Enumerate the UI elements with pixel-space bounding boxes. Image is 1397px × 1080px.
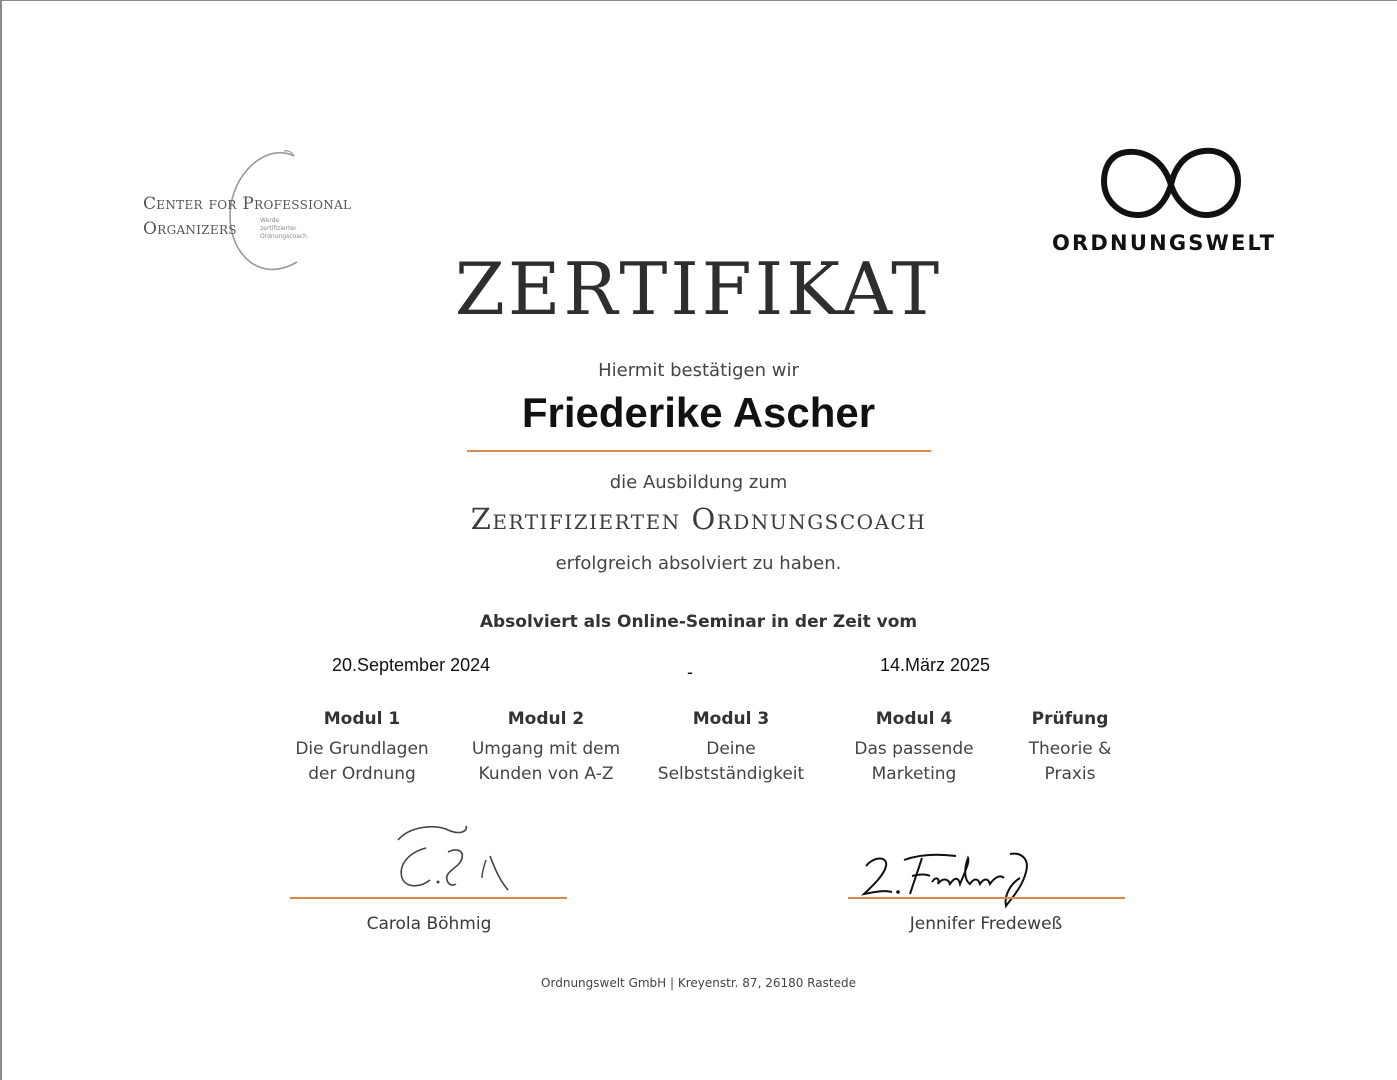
course-name: Zertifizierten Ordnungscoach xyxy=(470,502,927,536)
module-desc-line: Das passende xyxy=(854,739,974,759)
exam-module xyxy=(975,707,1165,787)
intro-text: Hiermit bestätigen wir xyxy=(598,360,799,381)
cpo-tagline-2: zertifizierter xyxy=(260,225,297,232)
module-title: Modul 1 xyxy=(323,709,401,729)
end-date: 14.März 2025 xyxy=(880,655,991,675)
ordnungswelt-wordmark: ORDNUNGSWELT xyxy=(1052,231,1277,255)
module-description xyxy=(975,737,1165,787)
name-underline xyxy=(467,450,931,452)
module-desc-line: Die Grundlagen xyxy=(295,739,429,759)
signature-left-line xyxy=(290,897,567,899)
module-title: Modul 2 xyxy=(507,709,585,729)
cpo-logo-line2: Organizers xyxy=(143,219,237,239)
module-desc-line: Selbstständigkeit xyxy=(657,764,805,784)
module-description xyxy=(451,737,641,787)
cpo-logo-tagline xyxy=(260,217,320,241)
signer-right-name: Jennifer Fredeweß xyxy=(909,914,1063,934)
module-desc-line: Theorie & xyxy=(1028,739,1112,759)
signer-left-name: Carola Böhmig xyxy=(366,914,492,934)
start-date: 20.September 2024 xyxy=(332,655,491,675)
module-title: Modul 4 xyxy=(875,709,953,729)
module-1 xyxy=(267,707,457,787)
recipient-name: Friederike Ascher xyxy=(521,389,876,436)
module-desc-line: der Ordnung xyxy=(308,764,416,784)
module-description xyxy=(636,737,826,787)
period-label: Absolviert als Online-Seminar in der Zeit vom xyxy=(479,612,918,632)
cpo-tagline-3: Ordnungscoach xyxy=(260,233,307,240)
cpo-tagline-1: Werde xyxy=(260,217,280,224)
signature-right-line xyxy=(848,897,1125,899)
module-description xyxy=(267,737,457,787)
module-desc-line: Marketing xyxy=(871,764,957,784)
date-separator: - xyxy=(687,662,693,682)
signature-right-image xyxy=(860,848,1040,910)
infinity-loop-logo-icon xyxy=(1100,145,1242,221)
module-desc-line: Praxis xyxy=(1044,764,1096,784)
cpo-logo-line1: Center for Professional xyxy=(143,194,352,214)
module-title: Prüfung xyxy=(1031,709,1109,729)
footer-address: Ordnungswelt GmbH | Kreyenstr. 87, 26180 Rastede xyxy=(541,976,856,990)
module-title: Modul 3 xyxy=(692,709,770,729)
module-3 xyxy=(636,707,826,787)
module-desc-line: Deine xyxy=(706,739,756,759)
training-intro-text: die Ausbildung zum xyxy=(609,472,788,493)
module-desc-line: Umgang mit dem xyxy=(471,739,621,759)
module-2 xyxy=(451,707,641,787)
signature-left-image xyxy=(390,822,520,894)
completion-text: erfolgreich absolviert zu haben. xyxy=(555,553,842,574)
module-desc-line: Kunden von A-Z xyxy=(478,764,614,784)
certificate-title: ZERTIFIKAT xyxy=(454,247,943,331)
